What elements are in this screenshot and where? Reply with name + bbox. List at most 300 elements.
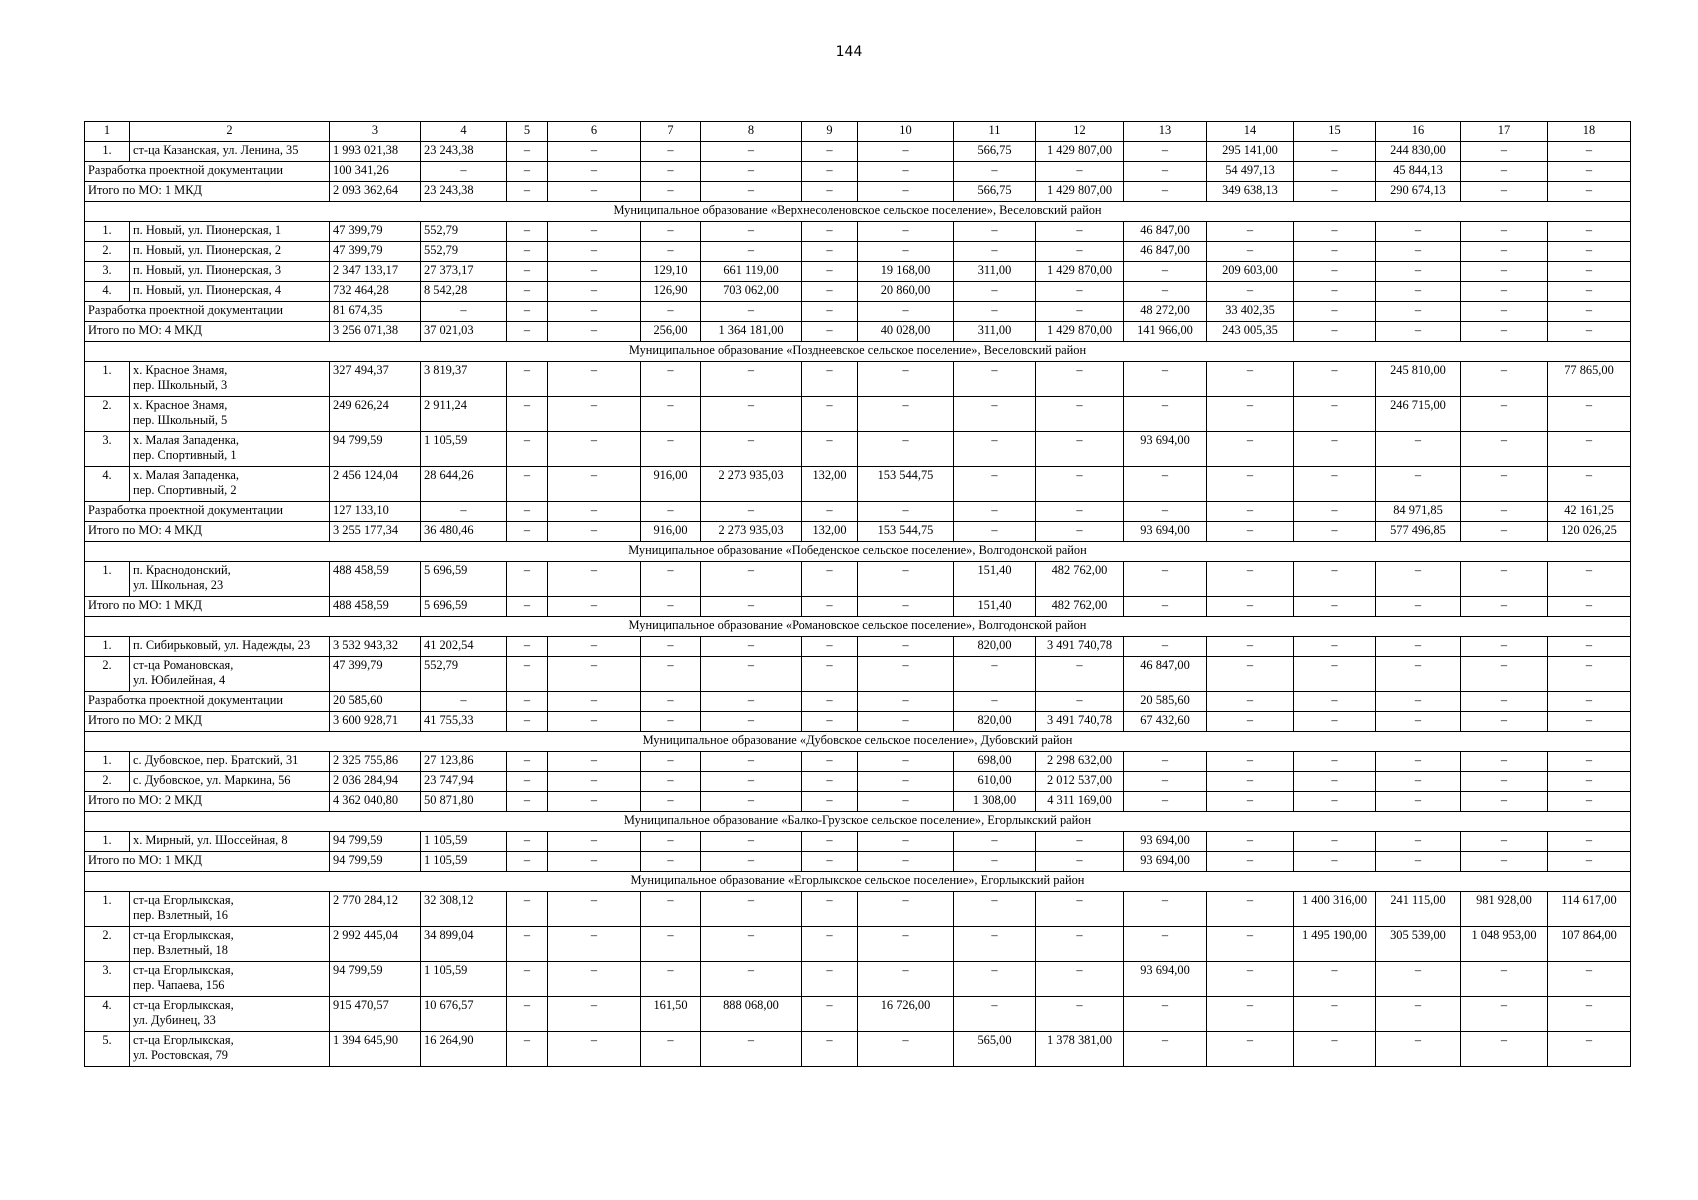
column-header: 1 [85, 122, 130, 142]
table-cell: – [507, 262, 548, 282]
table-cell: – [802, 502, 858, 522]
address-cell: п. Новый, ул. Пионерская, 2 [130, 242, 330, 262]
table-cell: – [1548, 712, 1631, 732]
table-cell: – [548, 362, 641, 397]
table-cell: – [421, 162, 507, 182]
table-cell: – [858, 712, 954, 732]
table-cell: – [548, 432, 641, 467]
table-cell: – [701, 432, 802, 467]
table-cell: – [1461, 397, 1548, 432]
table-cell: 127 133,10 [330, 502, 421, 522]
table-cell: – [1036, 222, 1124, 242]
table-cell: – [1376, 692, 1461, 712]
table-cell: – [1461, 657, 1548, 692]
table-cell: – [1124, 772, 1207, 792]
table-cell: – [1376, 657, 1461, 692]
table-cell: – [1207, 397, 1294, 432]
table-cell: 3 600 928,71 [330, 712, 421, 732]
table-cell: – [701, 302, 802, 322]
table-cell: – [858, 752, 954, 772]
table-cell: – [1207, 637, 1294, 657]
table-cell: – [954, 692, 1036, 712]
table-cell: 915 470,57 [330, 997, 421, 1032]
table-cell: – [701, 772, 802, 792]
table-cell: 1 394 645,90 [330, 1032, 421, 1067]
table-cell: – [1376, 997, 1461, 1032]
table-cell: – [701, 852, 802, 872]
table-cell: 698,00 [954, 752, 1036, 772]
table-row [85, 637, 1631, 657]
table-cell: – [1461, 772, 1548, 792]
table-cell: – [1124, 502, 1207, 522]
table-cell: – [954, 222, 1036, 242]
table-cell: 141 966,00 [1124, 322, 1207, 342]
table-cell: – [1294, 832, 1376, 852]
table-cell: – [507, 242, 548, 262]
section-heading-row [85, 872, 1631, 892]
table-cell: – [1461, 502, 1548, 522]
section-heading-row [85, 542, 1631, 562]
row-number: 2. [85, 927, 130, 962]
table-cell: 19 168,00 [858, 262, 954, 282]
table-cell: 2 347 133,17 [330, 262, 421, 282]
table-cell: – [1124, 467, 1207, 502]
table-cell: – [421, 502, 507, 522]
summary-label: Итого по МО: 4 МКД [85, 522, 330, 542]
table-cell: – [1294, 692, 1376, 712]
table-cell: 2 298 632,00 [1036, 752, 1124, 772]
summary-row [85, 792, 1631, 812]
table-cell: – [1548, 562, 1631, 597]
table-cell: 820,00 [954, 637, 1036, 657]
table-cell: – [1461, 997, 1548, 1032]
table-row [85, 892, 1631, 927]
table-cell: – [1548, 432, 1631, 467]
table-cell: – [858, 692, 954, 712]
table-cell: 16 726,00 [858, 997, 954, 1032]
table-cell: – [1207, 962, 1294, 997]
table-cell: – [802, 792, 858, 812]
table-cell: – [1548, 1032, 1631, 1067]
row-number: 1. [85, 222, 130, 242]
table-cell: – [858, 302, 954, 322]
table-cell: – [954, 657, 1036, 692]
table-cell: – [507, 162, 548, 182]
table-cell: – [1207, 432, 1294, 467]
address-cell: х. Красное Знамя, пер. Школьный, 5 [130, 397, 330, 432]
table-row [85, 772, 1631, 792]
address-cell: ст-ца Казанская, ул. Ленина, 35 [130, 142, 330, 162]
table-cell: – [1124, 792, 1207, 812]
table-cell: – [548, 467, 641, 502]
table-cell: – [954, 432, 1036, 467]
column-header: 16 [1376, 122, 1461, 142]
table-cell: – [1461, 692, 1548, 712]
table-cell: – [548, 302, 641, 322]
table-row [85, 467, 1631, 502]
table-row [85, 962, 1631, 997]
table-cell: – [1548, 832, 1631, 852]
column-header: 3 [330, 122, 421, 142]
table-cell: – [1461, 262, 1548, 282]
row-number: 4. [85, 282, 130, 302]
table-cell: – [954, 892, 1036, 927]
table-cell: – [802, 997, 858, 1032]
table-cell: – [858, 597, 954, 617]
row-number: 4. [85, 467, 130, 502]
table-cell: – [858, 242, 954, 262]
table-cell: 1 429 870,00 [1036, 262, 1124, 282]
table-cell: – [1548, 597, 1631, 617]
table-cell: – [1036, 892, 1124, 927]
table-row [85, 362, 1631, 397]
table-cell: 1 378 381,00 [1036, 1032, 1124, 1067]
table-cell: – [1548, 962, 1631, 997]
table-cell: – [548, 997, 641, 1032]
table-cell: 5 696,59 [421, 562, 507, 597]
table-cell: 94 799,59 [330, 962, 421, 997]
table-cell: – [1207, 522, 1294, 542]
table-cell: – [802, 962, 858, 997]
table-cell: – [1461, 432, 1548, 467]
table-cell: – [641, 792, 701, 812]
table-cell: – [1207, 597, 1294, 617]
table-cell: – [1461, 962, 1548, 997]
table-cell: – [507, 832, 548, 852]
table-cell: – [701, 832, 802, 852]
table-cell: – [1036, 282, 1124, 302]
table-cell: 94 799,59 [330, 852, 421, 872]
table-cell: – [507, 397, 548, 432]
table-cell: – [1294, 162, 1376, 182]
table-cell: – [802, 752, 858, 772]
table-cell: – [1548, 637, 1631, 657]
table-cell: – [858, 502, 954, 522]
table-cell: – [641, 657, 701, 692]
table-cell: – [507, 182, 548, 202]
table-cell: – [641, 637, 701, 657]
table-row [85, 142, 1631, 162]
table-cell: – [1207, 997, 1294, 1032]
table-cell: 2 273 935,03 [701, 522, 802, 542]
table-cell: – [954, 502, 1036, 522]
address-cell: х. Мирный, ул. Шоссейная, 8 [130, 832, 330, 852]
row-number: 1. [85, 832, 130, 852]
table-cell: – [1207, 467, 1294, 502]
table-cell: – [954, 522, 1036, 542]
table-cell: – [1036, 832, 1124, 852]
table-cell: 81 674,35 [330, 302, 421, 322]
table-cell: 2 911,24 [421, 397, 507, 432]
table-cell: – [802, 222, 858, 242]
table-cell: 42 161,25 [1548, 502, 1631, 522]
section-heading: Муниципальное образование «Верхнесоленовское сельское поселение», Веселовский район [85, 202, 1631, 222]
table-cell: 3 256 071,38 [330, 322, 421, 342]
table-cell: – [1036, 657, 1124, 692]
table-cell: – [1294, 997, 1376, 1032]
table-cell: – [1294, 467, 1376, 502]
table-cell: – [1294, 242, 1376, 262]
table-cell: – [1207, 832, 1294, 852]
table-cell: – [802, 637, 858, 657]
table-cell: – [548, 892, 641, 927]
summary-row [85, 302, 1631, 322]
table-cell: – [1036, 302, 1124, 322]
table-cell: 3 255 177,34 [330, 522, 421, 542]
summary-row [85, 502, 1631, 522]
row-number: 4. [85, 997, 130, 1032]
table-cell: – [548, 637, 641, 657]
table-cell: 93 694,00 [1124, 832, 1207, 852]
column-header: 13 [1124, 122, 1207, 142]
table-cell: – [701, 657, 802, 692]
table-row [85, 282, 1631, 302]
table-cell: – [1036, 927, 1124, 962]
table-cell: 1 308,00 [954, 792, 1036, 812]
table-cell: 41 202,54 [421, 637, 507, 657]
table-cell: – [548, 772, 641, 792]
table-cell: 132,00 [802, 467, 858, 502]
table-cell: – [1376, 772, 1461, 792]
table-cell: – [507, 657, 548, 692]
table-cell: – [507, 597, 548, 617]
table-cell: – [548, 142, 641, 162]
table-cell: – [507, 302, 548, 322]
table-cell: – [1294, 712, 1376, 732]
table-cell: – [1548, 997, 1631, 1032]
table-cell: – [507, 502, 548, 522]
table-cell: – [1376, 597, 1461, 617]
table-cell: – [858, 1032, 954, 1067]
table-cell: – [641, 302, 701, 322]
column-header: 5 [507, 122, 548, 142]
summary-row [85, 852, 1631, 872]
table-cell: – [1124, 892, 1207, 927]
column-header: 14 [1207, 122, 1294, 142]
table-cell: 488 458,59 [330, 562, 421, 597]
table-cell: 47 399,79 [330, 222, 421, 242]
table-cell: – [701, 142, 802, 162]
table-cell: 23 243,38 [421, 182, 507, 202]
table-cell: 41 755,33 [421, 712, 507, 732]
table-cell: – [548, 522, 641, 542]
address-cell: п. Новый, ул. Пионерская, 4 [130, 282, 330, 302]
table-cell: – [1207, 892, 1294, 927]
table-cell: 552,79 [421, 657, 507, 692]
table-cell: – [421, 692, 507, 712]
table-cell: – [1461, 1032, 1548, 1067]
table-cell: – [1548, 182, 1631, 202]
table-cell: – [1207, 852, 1294, 872]
table-cell: – [548, 242, 641, 262]
column-header: 12 [1036, 122, 1124, 142]
table-cell: – [641, 892, 701, 927]
section-heading-row [85, 202, 1631, 222]
table-cell: – [548, 692, 641, 712]
table-cell: – [1376, 242, 1461, 262]
table-cell: – [507, 1032, 548, 1067]
table-cell: 552,79 [421, 222, 507, 242]
table-cell: 126,90 [641, 282, 701, 302]
table-cell: – [1461, 142, 1548, 162]
table-row [85, 262, 1631, 282]
table-cell: – [1461, 222, 1548, 242]
table-cell: – [1124, 362, 1207, 397]
column-header: 4 [421, 122, 507, 142]
table-cell: – [701, 362, 802, 397]
table-cell: – [548, 962, 641, 997]
table-cell: 107 864,00 [1548, 927, 1631, 962]
column-header: 11 [954, 122, 1036, 142]
table-cell: – [1548, 322, 1631, 342]
summary-row [85, 712, 1631, 732]
column-header: 8 [701, 122, 802, 142]
table-cell: – [641, 712, 701, 732]
table-cell: – [1294, 182, 1376, 202]
table-cell: 5 696,59 [421, 597, 507, 617]
table-cell: 327 494,37 [330, 362, 421, 397]
table-cell: – [1207, 1032, 1294, 1067]
table-cell: – [701, 962, 802, 997]
table-cell: – [1461, 597, 1548, 617]
table-cell: – [548, 852, 641, 872]
table-cell: 1 429 807,00 [1036, 142, 1124, 162]
table-cell: 2 325 755,86 [330, 752, 421, 772]
table-cell: – [858, 892, 954, 927]
table-cell: – [1207, 692, 1294, 712]
table-cell: – [1461, 562, 1548, 597]
table-cell: – [1294, 792, 1376, 812]
table-cell: – [1548, 282, 1631, 302]
row-number: 2. [85, 242, 130, 262]
column-header: 7 [641, 122, 701, 142]
table-cell: 566,75 [954, 142, 1036, 162]
table-cell: – [1124, 1032, 1207, 1067]
table-cell: 2 770 284,12 [330, 892, 421, 927]
table-cell: 482 762,00 [1036, 597, 1124, 617]
table-cell: – [641, 222, 701, 242]
table-cell: 28 644,26 [421, 467, 507, 502]
table-cell: – [507, 362, 548, 397]
table-cell: – [1548, 302, 1631, 322]
table-cell: 20 860,00 [858, 282, 954, 302]
table-cell: – [1294, 772, 1376, 792]
section-heading: Муниципальное образование «Егорлыкское сельское поселение», Егорлыкский район [85, 872, 1631, 892]
table-cell: – [548, 1032, 641, 1067]
table-cell: – [1461, 712, 1548, 732]
table-cell: – [1548, 752, 1631, 772]
table-cell: – [1294, 962, 1376, 997]
table-cell: 2 456 124,04 [330, 467, 421, 502]
table-cell: 16 264,90 [421, 1032, 507, 1067]
table-cell: – [1548, 142, 1631, 162]
table-cell: – [641, 362, 701, 397]
section-heading-row [85, 342, 1631, 362]
table-cell: – [1124, 637, 1207, 657]
table-cell: – [548, 792, 641, 812]
table-cell: – [802, 322, 858, 342]
table-cell: 732 464,28 [330, 282, 421, 302]
table-cell: – [507, 322, 548, 342]
table-cell: – [1124, 162, 1207, 182]
table-cell: – [507, 752, 548, 772]
table-cell: – [1461, 752, 1548, 772]
table-cell: 249 626,24 [330, 397, 421, 432]
table-cell: – [1376, 712, 1461, 732]
table-cell: 2 992 445,04 [330, 927, 421, 962]
table-cell: – [548, 712, 641, 732]
row-number: 1. [85, 362, 130, 397]
table-cell: – [858, 432, 954, 467]
table-cell: – [1461, 832, 1548, 852]
table-cell: – [507, 522, 548, 542]
table-cell: – [1376, 792, 1461, 812]
table-cell: – [641, 597, 701, 617]
table-cell: – [802, 302, 858, 322]
table-cell: 488 458,59 [330, 597, 421, 617]
table-cell: – [701, 892, 802, 927]
table-cell: – [802, 262, 858, 282]
address-cell: п. Краснодонский, ул. Школьная, 23 [130, 562, 330, 597]
table-cell: 245 810,00 [1376, 362, 1461, 397]
table-cell: 46 847,00 [1124, 222, 1207, 242]
row-number: 3. [85, 262, 130, 282]
table-cell: – [1294, 302, 1376, 322]
address-cell: ст-ца Егорлыкская, ул. Ростовская, 79 [130, 1032, 330, 1067]
table-cell: – [954, 852, 1036, 872]
table-cell: – [641, 752, 701, 772]
table-cell: 47 399,79 [330, 242, 421, 262]
table-cell: – [1548, 262, 1631, 282]
table-cell: – [641, 562, 701, 597]
table-cell: – [641, 162, 701, 182]
table-cell: 1 495 190,00 [1294, 927, 1376, 962]
table-cell: 132,00 [802, 522, 858, 542]
table-cell: 4 311 169,00 [1036, 792, 1124, 812]
table-cell: 27 373,17 [421, 262, 507, 282]
table-cell: 8 542,28 [421, 282, 507, 302]
table-cell: 290 674,13 [1376, 182, 1461, 202]
table-cell: – [641, 432, 701, 467]
table-cell: 2 012 537,00 [1036, 772, 1124, 792]
table-cell: 820,00 [954, 712, 1036, 732]
table-cell: – [1376, 852, 1461, 872]
table-cell: 209 603,00 [1207, 262, 1294, 282]
table-cell: 1 105,59 [421, 432, 507, 467]
table-cell: – [1036, 397, 1124, 432]
table-cell: – [641, 772, 701, 792]
table-cell: – [548, 162, 641, 182]
table-cell: 47 399,79 [330, 657, 421, 692]
address-cell: с. Дубовское, ул. Маркина, 56 [130, 772, 330, 792]
table-cell: – [1376, 752, 1461, 772]
table-cell: – [858, 162, 954, 182]
table-cell: – [1461, 242, 1548, 262]
table-cell: 77 865,00 [1548, 362, 1631, 397]
table-cell: – [1294, 562, 1376, 597]
table-cell: – [1376, 262, 1461, 282]
address-cell: ст-ца Егорлыкская, пер. Взлетный, 16 [130, 892, 330, 927]
section-heading: Муниципальное образование «Балко-Грузское сельское поселение», Егорлыкский район [85, 812, 1631, 832]
section-heading: Муниципальное образование «Дубовское сельское поселение», Дубовский район [85, 732, 1631, 752]
table-cell: – [507, 637, 548, 657]
table-cell: 661 119,00 [701, 262, 802, 282]
table-cell: 916,00 [641, 467, 701, 502]
table-cell: 981 928,00 [1461, 892, 1548, 927]
table-cell: – [641, 1032, 701, 1067]
table-cell: 161,50 [641, 997, 701, 1032]
table-cell: 54 497,13 [1207, 162, 1294, 182]
